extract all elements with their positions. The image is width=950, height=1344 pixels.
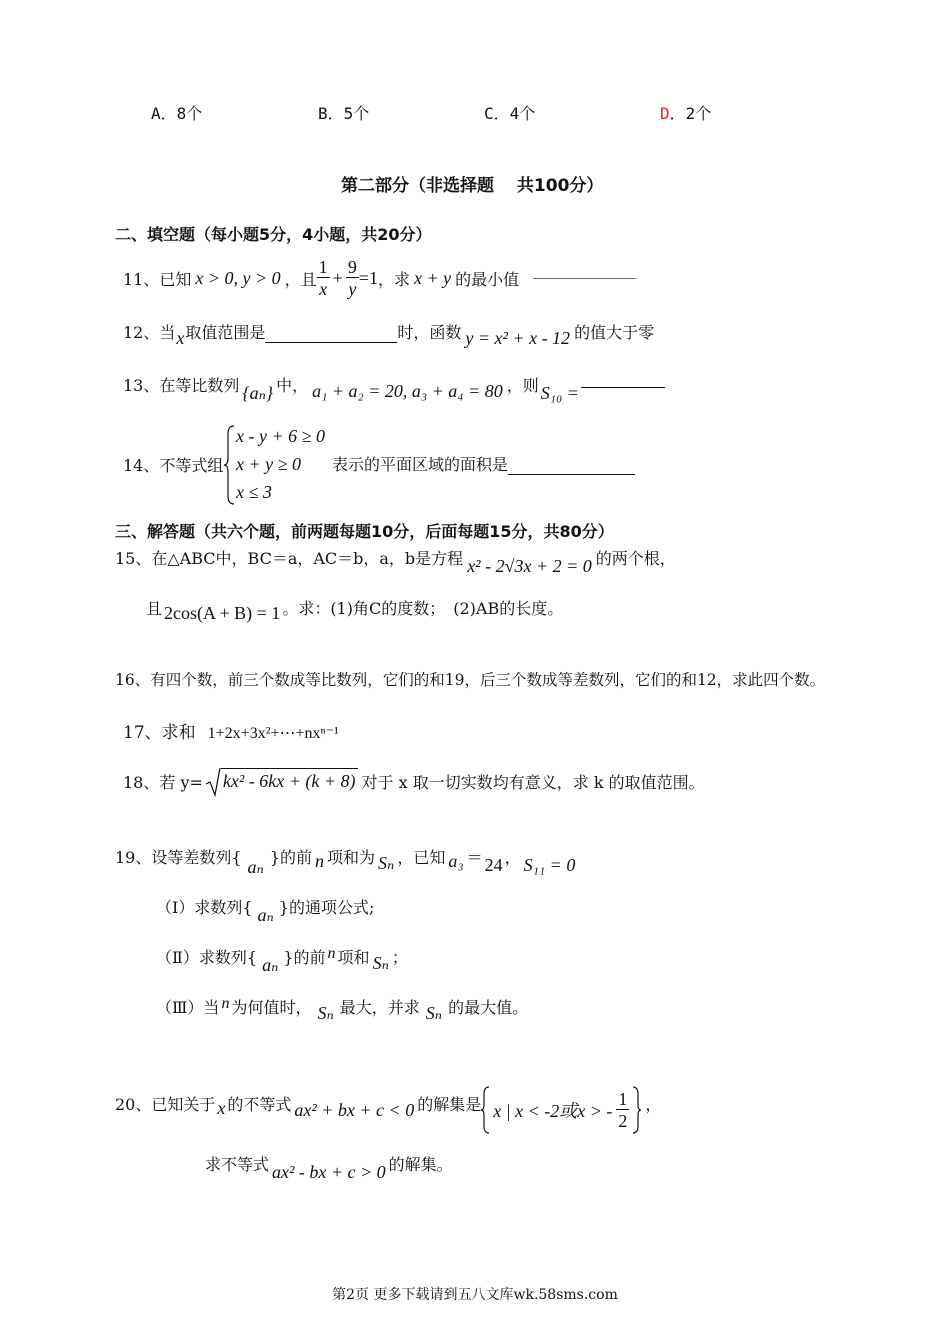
- answer-blank-14: [508, 474, 635, 475]
- question-17: 17、求和 1+2x+3x²+⋯+nxⁿ⁻¹: [123, 723, 339, 743]
- option-a: A．8个: [151, 104, 203, 123]
- fraction-9-over-y: $\frac{9}{y}$: [347, 256, 357, 299]
- question-20-line2: 求不等式 ax² - bx + c > 0 的解集。: [205, 1155, 453, 1182]
- left-brace: [223, 424, 237, 506]
- answer-blank-13: [581, 387, 665, 388]
- system-line-2: x + y ≥ 0: [236, 454, 302, 474]
- option-b: B．5个: [318, 104, 370, 123]
- fraction-1-over-x: $\frac{1}{x}$: [318, 256, 328, 299]
- option-d: D．2个: [660, 104, 712, 123]
- page-footer: 第2页 更多下载请到五八文库wk.58sms.com: [332, 1287, 618, 1303]
- question-16: 16、有四个数，前三个数成等比数列，它们的和19，后三个数成等差数列，它们的和12，求此四个数。: [115, 671, 826, 689]
- question-15-line1: 15、在△ABC中，BC＝a，AC＝b，a，b是方程 x² - 2√3x + 2 = 0 的两个根，: [115, 549, 676, 576]
- question-11: 11、已知 x > 0, y > 0 ，且 $\frac{1}{x}$ + $\frac{9}{y}$ =1 ，求 x + y 的最小值: [123, 252, 636, 304]
- sqrt-expression: kx² - 6kx + (k + 8): [205, 770, 358, 794]
- question-14-tail: 表示的平面区域的面积是: [332, 452, 635, 475]
- question-15-line2: 且 2cos(A + B) = 1 。求：(1)角C的度数； (2)AB的长度。: [146, 599, 564, 623]
- question-20: 20、已知关于 x 的不等式 ax² + bx + c < 0 的解集是 x | x < -2或x > - $\frac{1}{2}$ ，: [115, 1092, 661, 1140]
- question-13: 13、在等比数列 {aₙ} 中， a₁ + a₂ = 20, a₃ + a₄ = 80 ，则 S₁₀ =: [123, 373, 665, 396]
- question-19-part-3: （Ⅲ）当 n 为何值时， Sₙ 最大，并求 Sₙ 的最大值。: [156, 995, 529, 1023]
- question-19-part-1: （Ⅰ）求数列{ aₙ }的通项公式;: [156, 898, 375, 925]
- system-line-3: x ≤ 3: [236, 482, 272, 502]
- answer-blank-11: [533, 278, 636, 279]
- question-18: 18、若 y= kx² - 6kx + (k + 8) 对于 x 取一切实数均有意义，求 k 的取值范围。: [123, 770, 705, 794]
- solution-set: x | x < -2或x > - $\frac{1}{2}$: [481, 1086, 641, 1134]
- section2-title: 二、填空题（每小题5分，4小题，共20分）: [115, 225, 432, 244]
- question-19: 19、设等差数列{ aₙ }的前 n 项和为 Sₙ ，已知 a₃ ＝ 24 ， S₁₁ = 0: [115, 848, 576, 877]
- question-14-prefix: 14、不等式组: [123, 456, 224, 475]
- system-line-1: x - y + 6 ≥ 0: [236, 426, 325, 446]
- question-19-part-2: （Ⅱ）求数列{ aₙ }的前 n 项和 Sₙ ；: [156, 945, 408, 975]
- section3-title: 三、解答题（共六个题，前两题每题10分，后面每题15分，共80分）: [115, 522, 614, 541]
- option-c: C．4个: [484, 104, 536, 123]
- part-title: 第二部分（非选择题 共100分）: [341, 176, 604, 196]
- question-12: 12、当 x 取值范围是 时，函数 y = x² + x - 12 的值大于零: [123, 323, 655, 348]
- answer-blank-12: [265, 342, 397, 343]
